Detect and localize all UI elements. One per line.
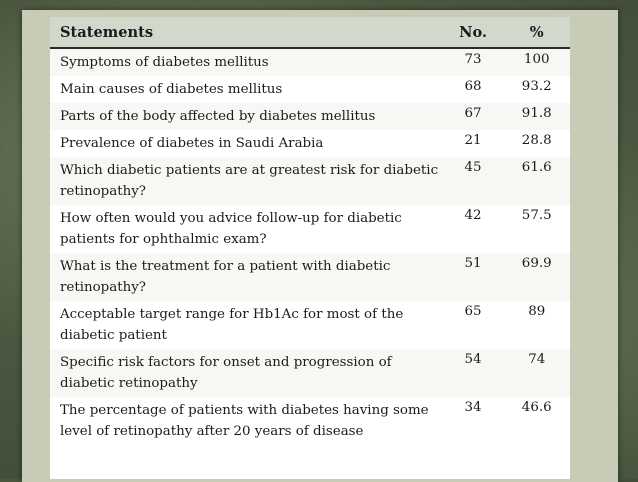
row-percent: 91.8 — [521, 106, 552, 121]
row-percent: 28.8 — [521, 133, 552, 148]
row-count: 65 — [464, 304, 482, 319]
row-count: 54 — [464, 352, 482, 367]
row-percent: 61.6 — [521, 160, 552, 175]
row-count: 73 — [464, 52, 482, 67]
row-statement: Prevalence of diabetes in Saudi Arabia — [60, 136, 324, 151]
table-row — [50, 253, 570, 301]
row-statement: Which diabetic patients are at greatest risk for diabetic retinopathy? — [60, 163, 439, 199]
table-row — [50, 205, 570, 253]
row-percent: 93.2 — [521, 79, 552, 94]
table-row — [50, 130, 570, 157]
row-count: 21 — [464, 133, 482, 148]
table-row — [50, 397, 570, 445]
table-row — [50, 157, 570, 205]
row-percent: 46.6 — [521, 400, 552, 415]
table-row — [50, 103, 570, 130]
row-percent: 100 — [523, 52, 550, 67]
row-count: 68 — [464, 79, 482, 94]
table-row — [50, 48, 570, 76]
row-statement: How often would you advice follow-up for diabetic patients for ophthalmic exam? — [60, 211, 402, 247]
row-percent: 74 — [528, 352, 546, 367]
table-row — [50, 349, 570, 397]
row-statement: Parts of the body affected by diabetes mellitus — [60, 109, 376, 124]
row-count: 51 — [464, 256, 482, 271]
table-header-row — [50, 17, 570, 48]
header-no: No. — [443, 17, 504, 48]
row-statement: The percentage of patients with diabetes having some level of retinopathy after 20 years of disease — [60, 403, 429, 439]
table-row — [50, 301, 570, 349]
row-statement: Specific risk factors for onset and progression of diabetic retinopathy — [60, 355, 392, 391]
row-count: 67 — [464, 106, 482, 121]
table-panel — [50, 17, 570, 479]
row-percent: 57.5 — [521, 208, 552, 223]
header-statements: Statements — [50, 17, 443, 48]
row-statement: Symptoms of diabetes mellitus — [60, 55, 269, 70]
table-row — [50, 76, 570, 103]
row-percent: 69.9 — [521, 256, 552, 271]
statements-table — [50, 17, 570, 445]
header-percent: % — [503, 17, 570, 48]
row-count: 45 — [464, 160, 482, 175]
row-statement: Main causes of diabetes mellitus — [60, 82, 283, 97]
row-statement: Acceptable target range for Hb1Ac for most of the diabetic patient — [60, 307, 404, 343]
row-count: 34 — [464, 400, 482, 415]
row-statement: What is the treatment for a patient with diabetic retinopathy? — [60, 259, 391, 295]
row-count: 42 — [464, 208, 482, 223]
row-percent: 89 — [528, 304, 546, 319]
